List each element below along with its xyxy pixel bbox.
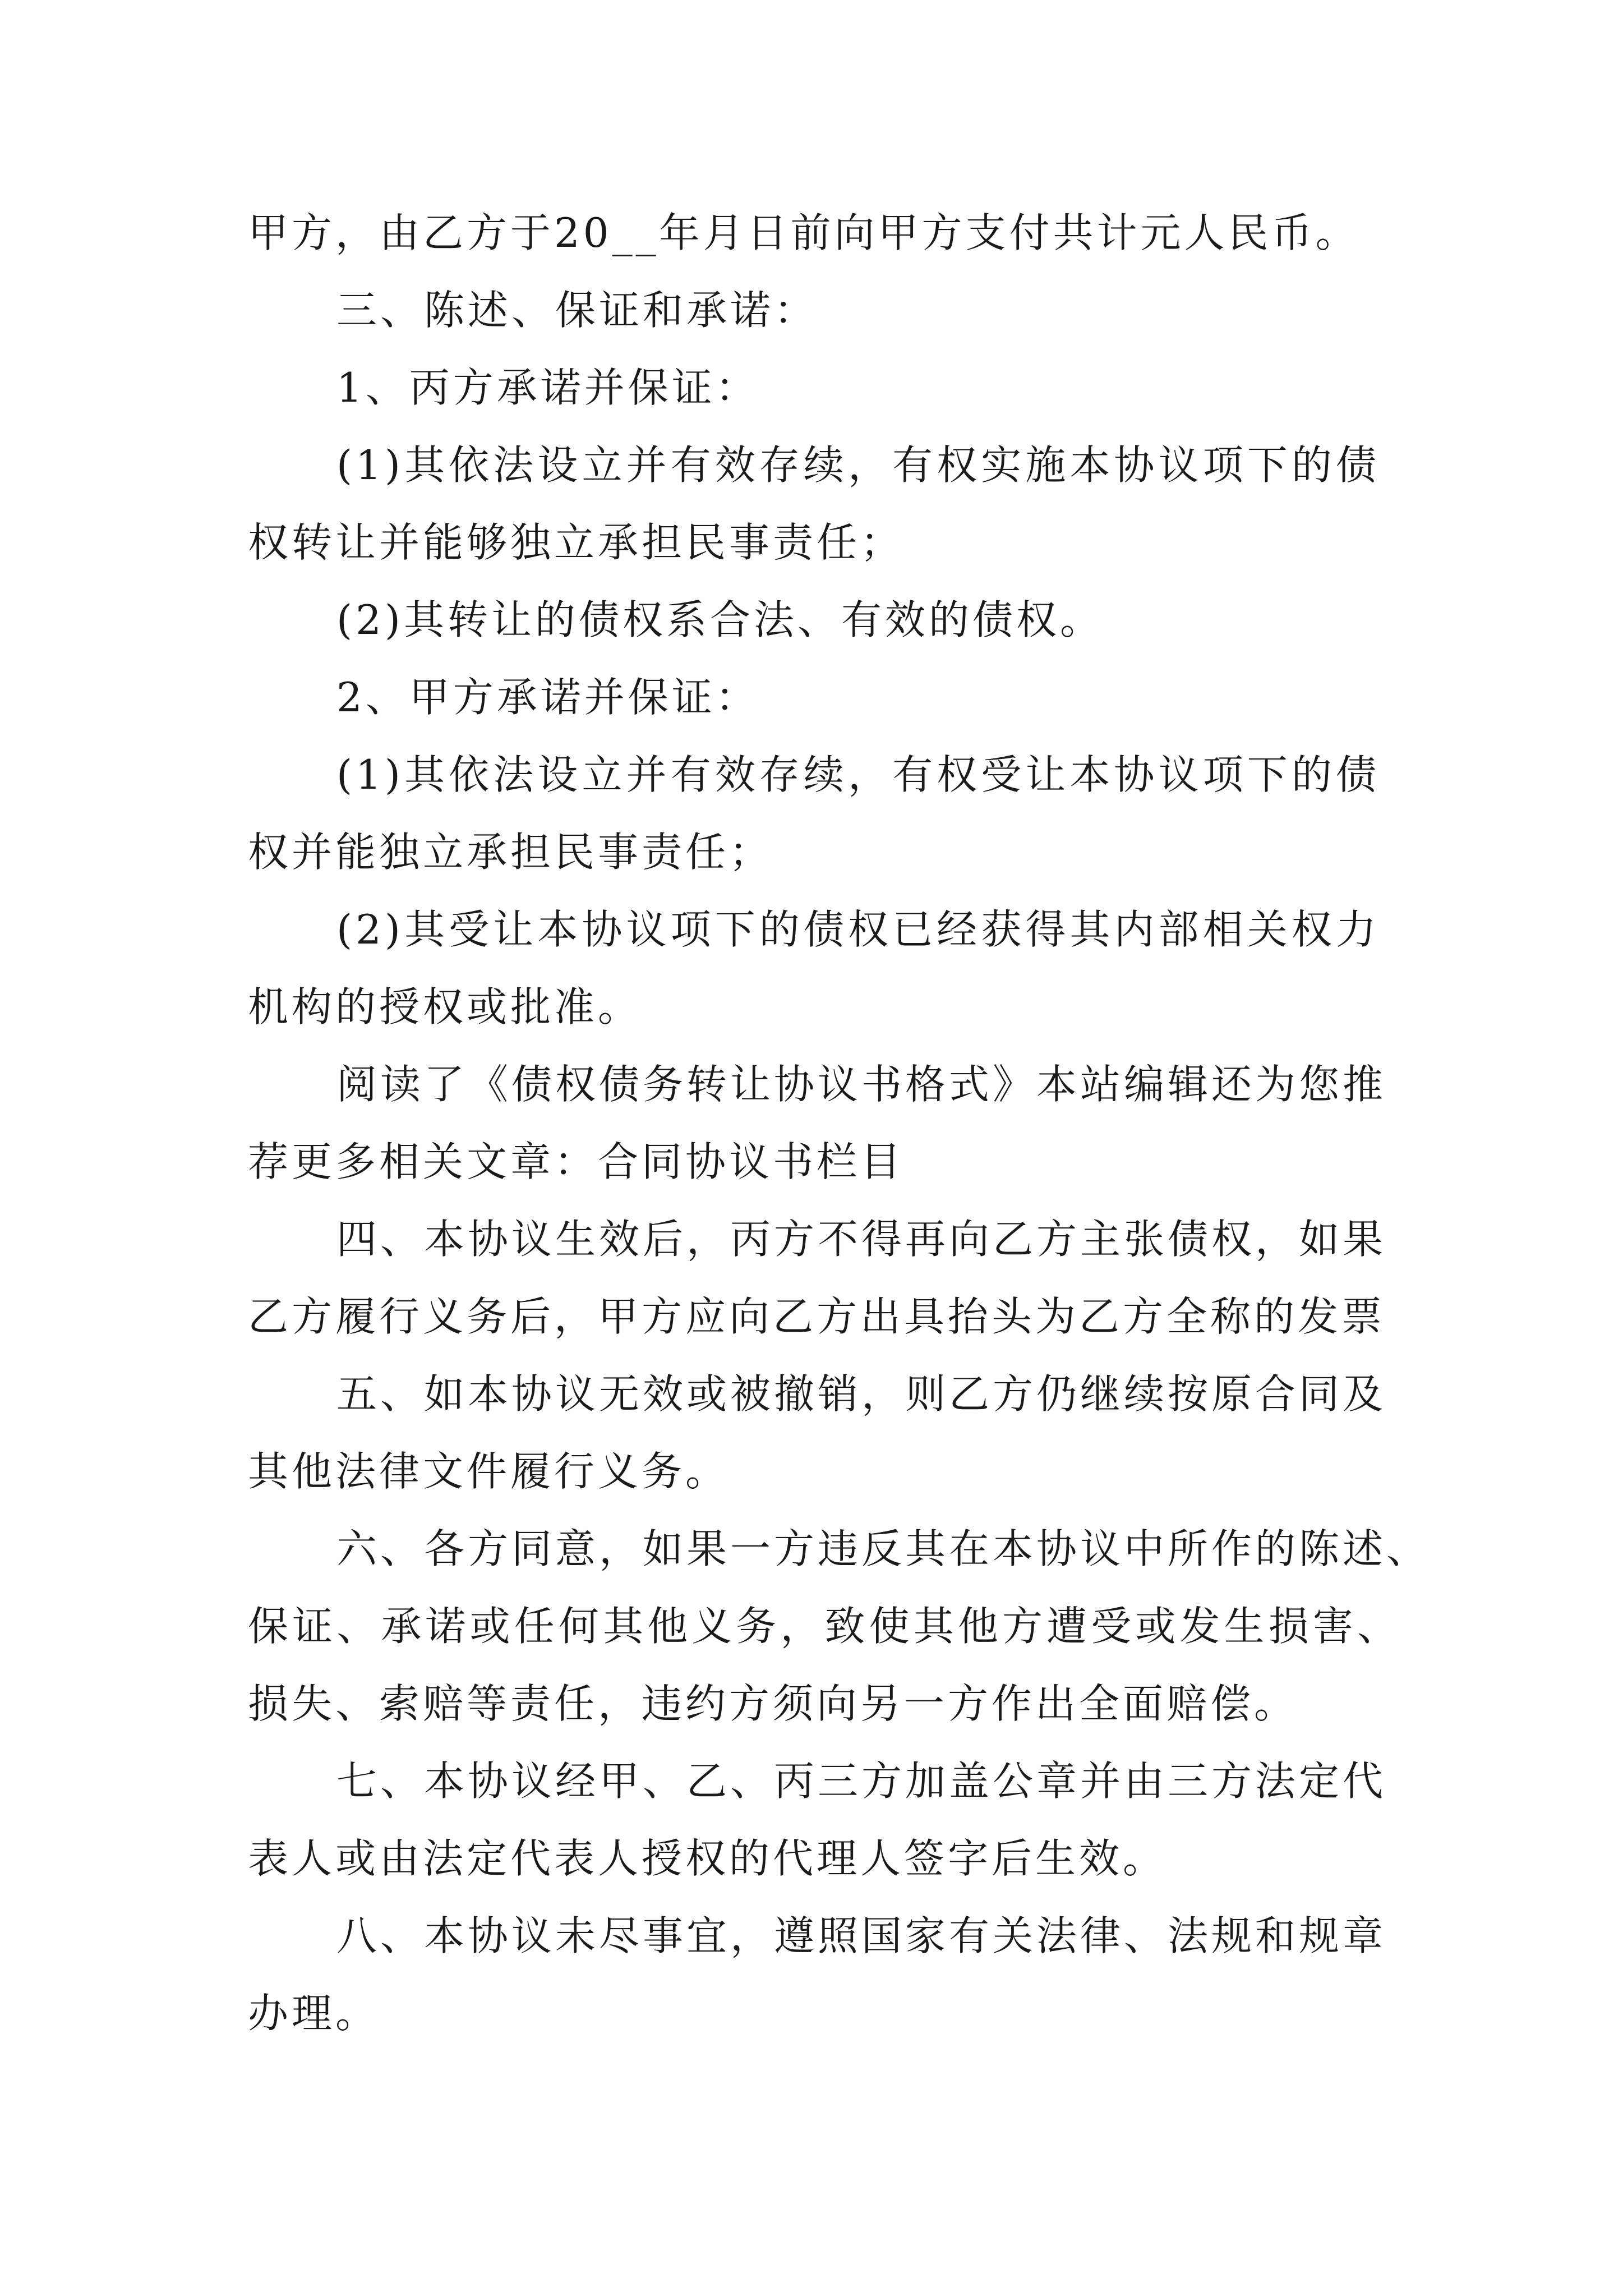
text-line: 保证、承诺或任何其他义务，致使其他方遭受或发生损害、: [248, 1603, 1401, 1650]
text-line: 荐更多相关文章：合同协议书栏目: [248, 1138, 905, 1185]
text-line: 权转让并能够独立承担民事责任；: [248, 519, 905, 566]
text-line: 四、本协议生效后，丙方不得再向乙方主张债权，如果: [336, 1216, 1387, 1263]
text-line: (1)其依法设立并有效存续，有权受让本协议项下的债: [336, 751, 1380, 798]
clause-heading: 2、甲方承诺并保证：: [336, 674, 759, 721]
text-line: 甲方，由乙方于20__年月日前向甲方支付共计元人民币。: [248, 209, 1359, 256]
section-heading: 三、陈述、保证和承诺：: [336, 287, 818, 334]
text-line: (2)其转让的债权系合法、有效的债权。: [336, 596, 1104, 643]
text-line: 办理。: [248, 1990, 380, 2037]
text-line: 六、各方同意，如果一方违反其在本协议中所作的陈述、: [336, 1525, 1431, 1572]
text-line: 八、本协议未尽事宜，遵照国家有关法律、法规和规章: [336, 1912, 1387, 1959]
text-line: 其他法律文件履行义务。: [248, 1448, 730, 1495]
text-line: 权并能独立承担民事责任；: [248, 829, 773, 876]
text-line: 表人或由法定代表人授权的代理人签字后生效。: [248, 1835, 1167, 1882]
text-line: 阅读了《债权债务转让协议书格式》本站编辑还为您推: [336, 1061, 1387, 1108]
text-line: (2)其受让本协议项下的债权已经获得其内部相关权力: [336, 906, 1380, 953]
text-line: 机构的授权或批准。: [248, 983, 642, 1030]
text-line: 七、本协议经甲、乙、丙三方加盖公章并由三方法定代: [336, 1757, 1387, 1805]
clause-heading: 1、丙方承诺并保证：: [336, 364, 759, 411]
text-line: 乙方履行义务后，甲方应向乙方出具抬头为乙方全称的发票: [248, 1293, 1386, 1340]
text-line: (1)其依法设立并有效存续，有权实施本协议项下的债: [336, 441, 1380, 489]
text-line: 五、如本协议无效或被撤销，则乙方仍继续按原合同及: [336, 1370, 1387, 1418]
text-line: 损失、索赔等责任，违约方须向另一方作出全面赔偿。: [248, 1680, 1298, 1727]
